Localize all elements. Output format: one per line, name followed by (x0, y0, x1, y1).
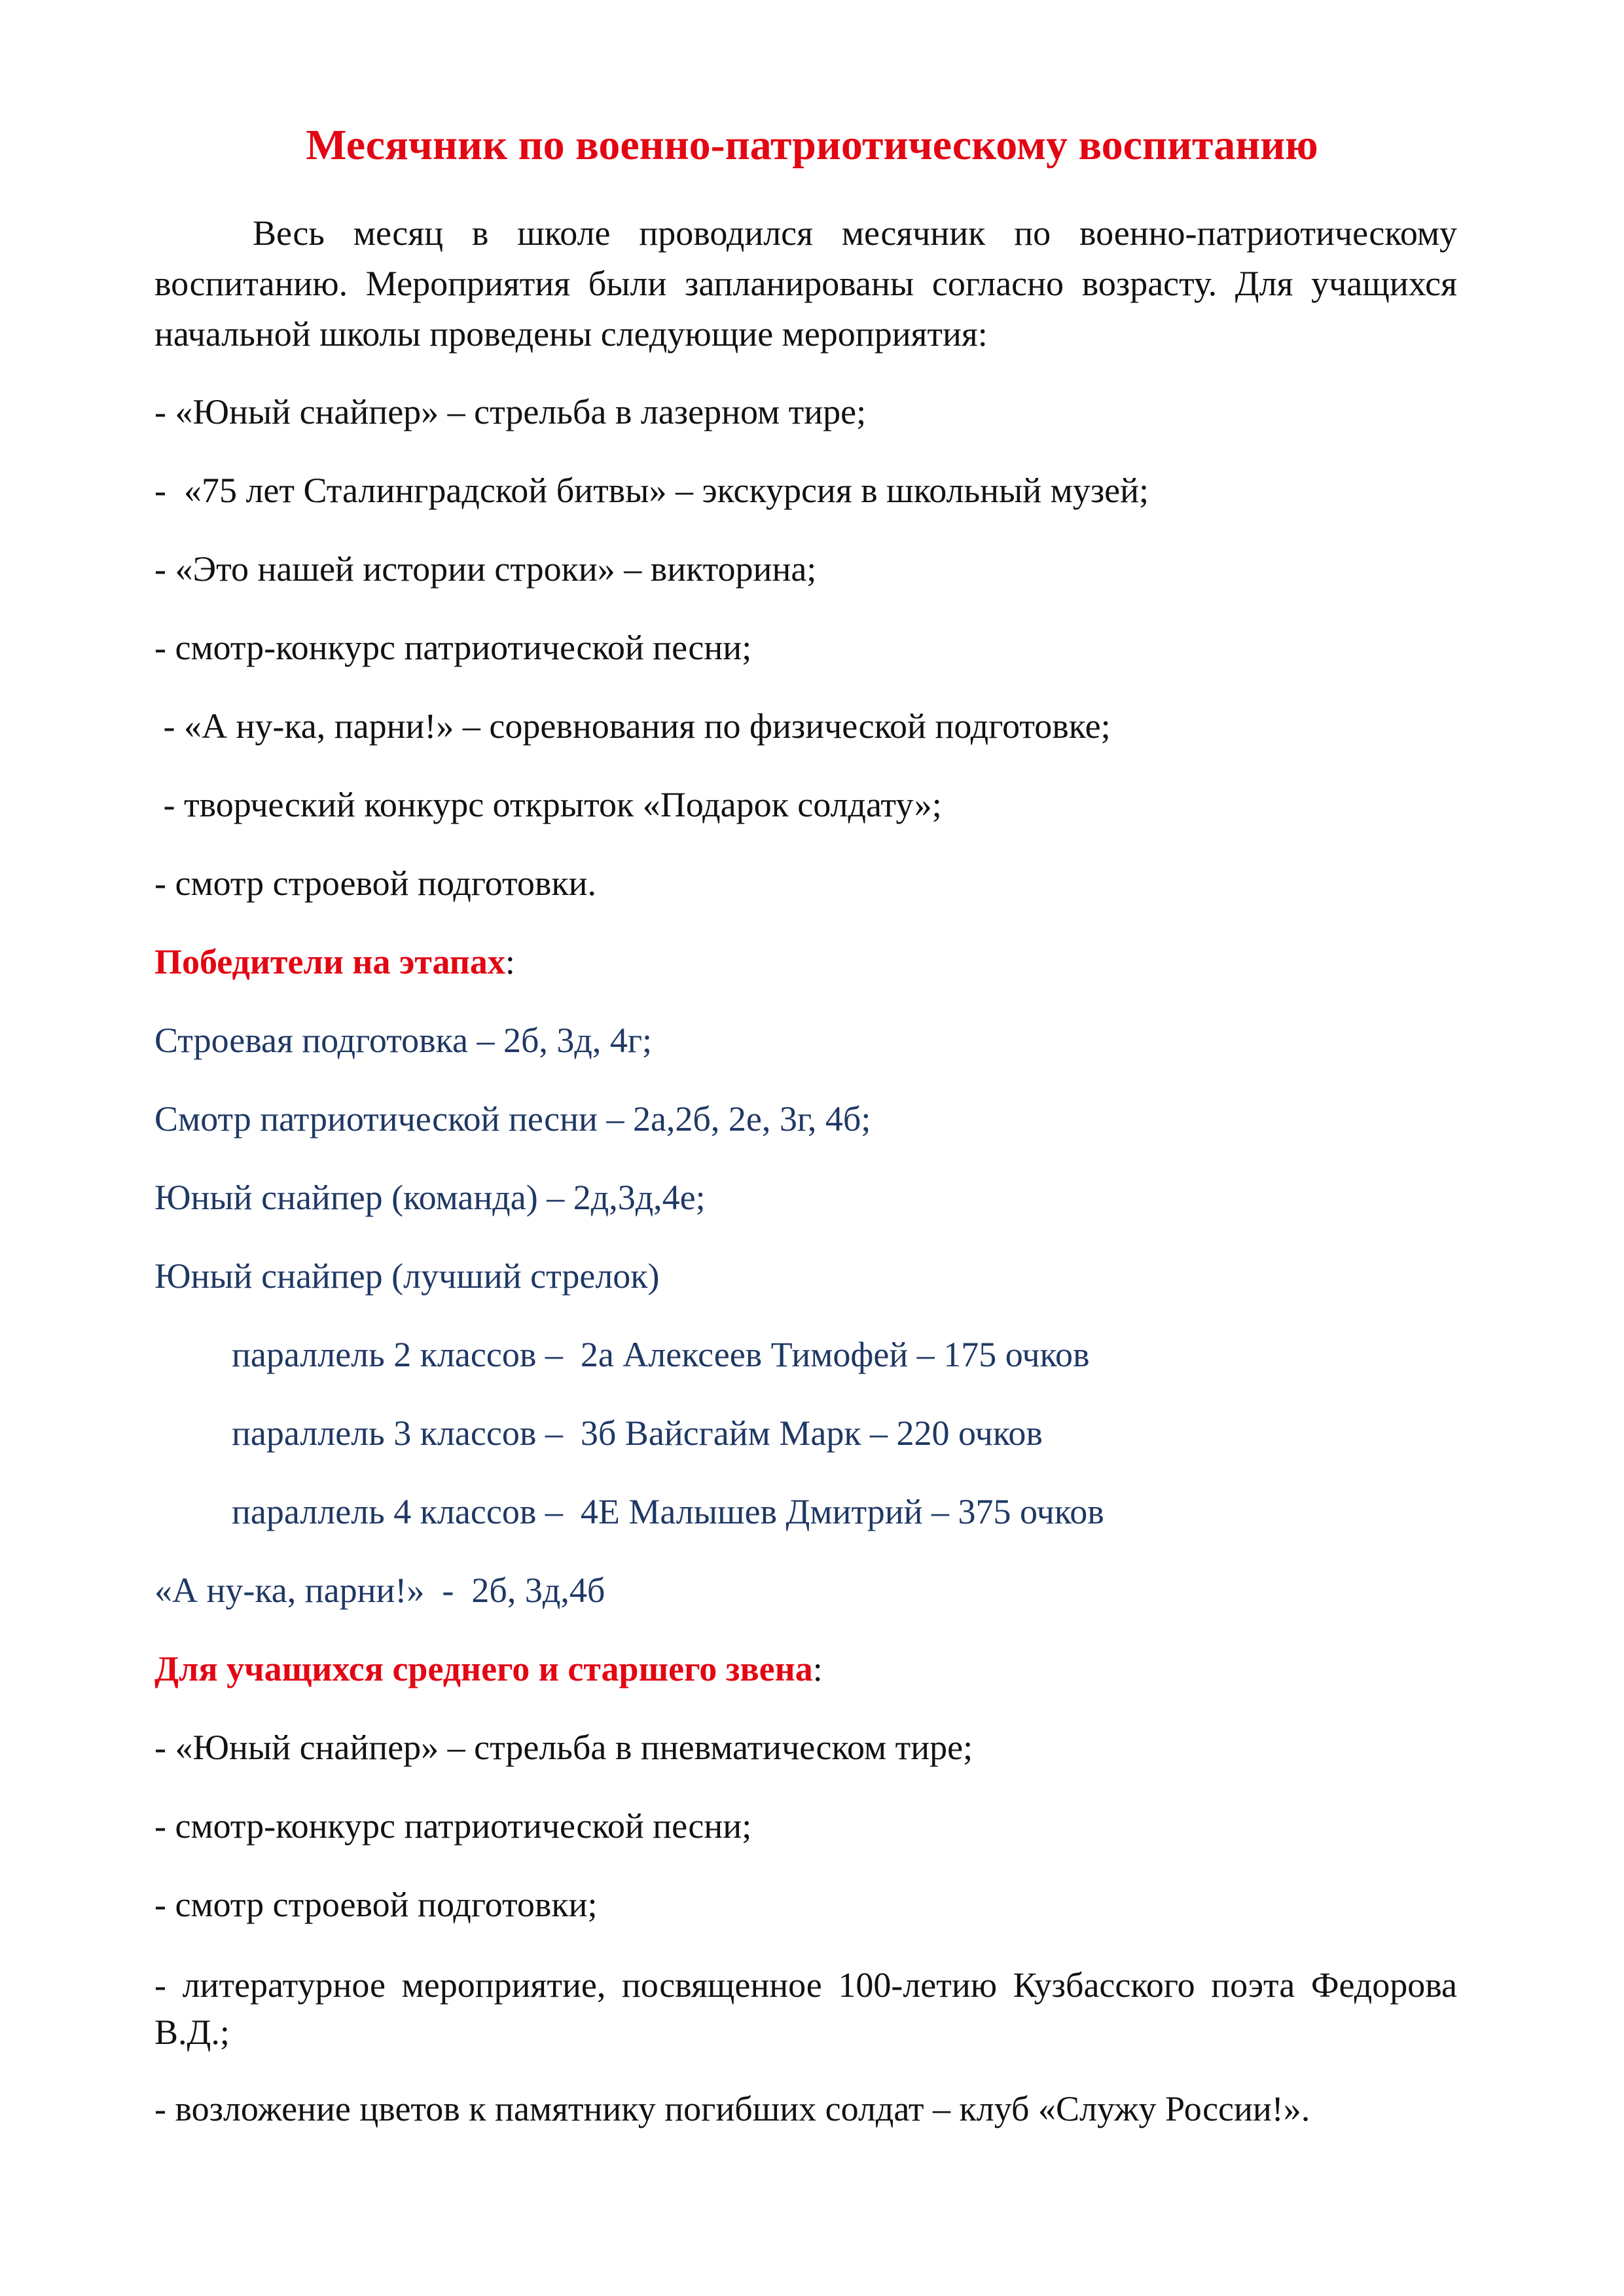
winners-heading-line (154, 922, 1457, 1001)
senior-heading-colon: : (812, 1649, 823, 1688)
senior-event-item: - возложение цветов к памятнику погибших солдат – клуб «Служу России!». (154, 2089, 1310, 2128)
senior-event-item: - смотр строевой подготовки; (154, 1885, 598, 1924)
guys-contest-result: «А ну-ка, парни!» - 2б, 3д,4б (154, 1571, 605, 1610)
senior-event-item: - смотр-конкурс патриотической песни; (154, 1806, 752, 1846)
primary-event-item: - «Это нашей истории строки» – викторина; (154, 549, 817, 589)
winner-item: Строевая подготовка – 2б, 3д, 4г; (154, 1021, 653, 1060)
senior-event-item: - литературное мероприятие, посвященное 100-летию Кузбасского поэта Федорова В.Д.; (154, 1965, 1457, 2052)
senior-heading: Для учащихся среднего и старшего звена (154, 1649, 813, 1688)
winner-item: Юный снайпер (лучший стрелок) (154, 1256, 660, 1296)
sniper-best-item: параллель 4 классов – 4Е Малышев Дмитрий – 375 очков (232, 1492, 1104, 1531)
sniper-best-item: параллель 2 классов – 2а Алексеев Тимофей – 175 очков (232, 1335, 1090, 1374)
primary-event-item: - «А ну-ка, парни!» – соревнования по физической подготовке; (154, 706, 1111, 746)
primary-event-item: - «75 лет Сталинградской битвы» – экскурсия в школьный музей; (154, 471, 1149, 510)
primary-event-item: - «Юный снайпер» – стрельба в лазерном тире; (154, 392, 867, 431)
sniper-best-item: параллель 3 классов – 3б Вайсгайм Марк – 220 очков (232, 1413, 1043, 1453)
winner-item: Юный снайпер (команда) – 2д,3д,4е; (154, 1178, 706, 1217)
senior-event-item: - «Юный снайпер» – стрельба в пневматическом тире; (154, 1728, 973, 1767)
intro-paragraph: Весь месяц в школе проводился месячник по военно-патриотическому воспитанию. Мероприятия были запланированы согласно возрасту. Для учащихся начальной школы проведены следующие мероприятия: (154, 213, 1457, 354)
primary-event-item: - творческий конкурс открыток «Подарок солдату»; (154, 785, 942, 824)
winners-heading-colon: : (505, 942, 515, 981)
senior-heading-line (154, 1630, 1457, 1708)
page-title: Месячник по военно-патриотическому воспитанию (306, 121, 1318, 169)
document-body (154, 208, 1457, 2148)
winners-heading: Победители на этапах (154, 942, 505, 981)
primary-event-item: - смотр-конкурс патриотической песни; (154, 628, 752, 667)
winner-item: Смотр патриотической песни – 2а,2б, 2е, 3г, 4б; (154, 1099, 871, 1139)
primary-event-item: - смотр строевой подготовки. (154, 864, 596, 903)
